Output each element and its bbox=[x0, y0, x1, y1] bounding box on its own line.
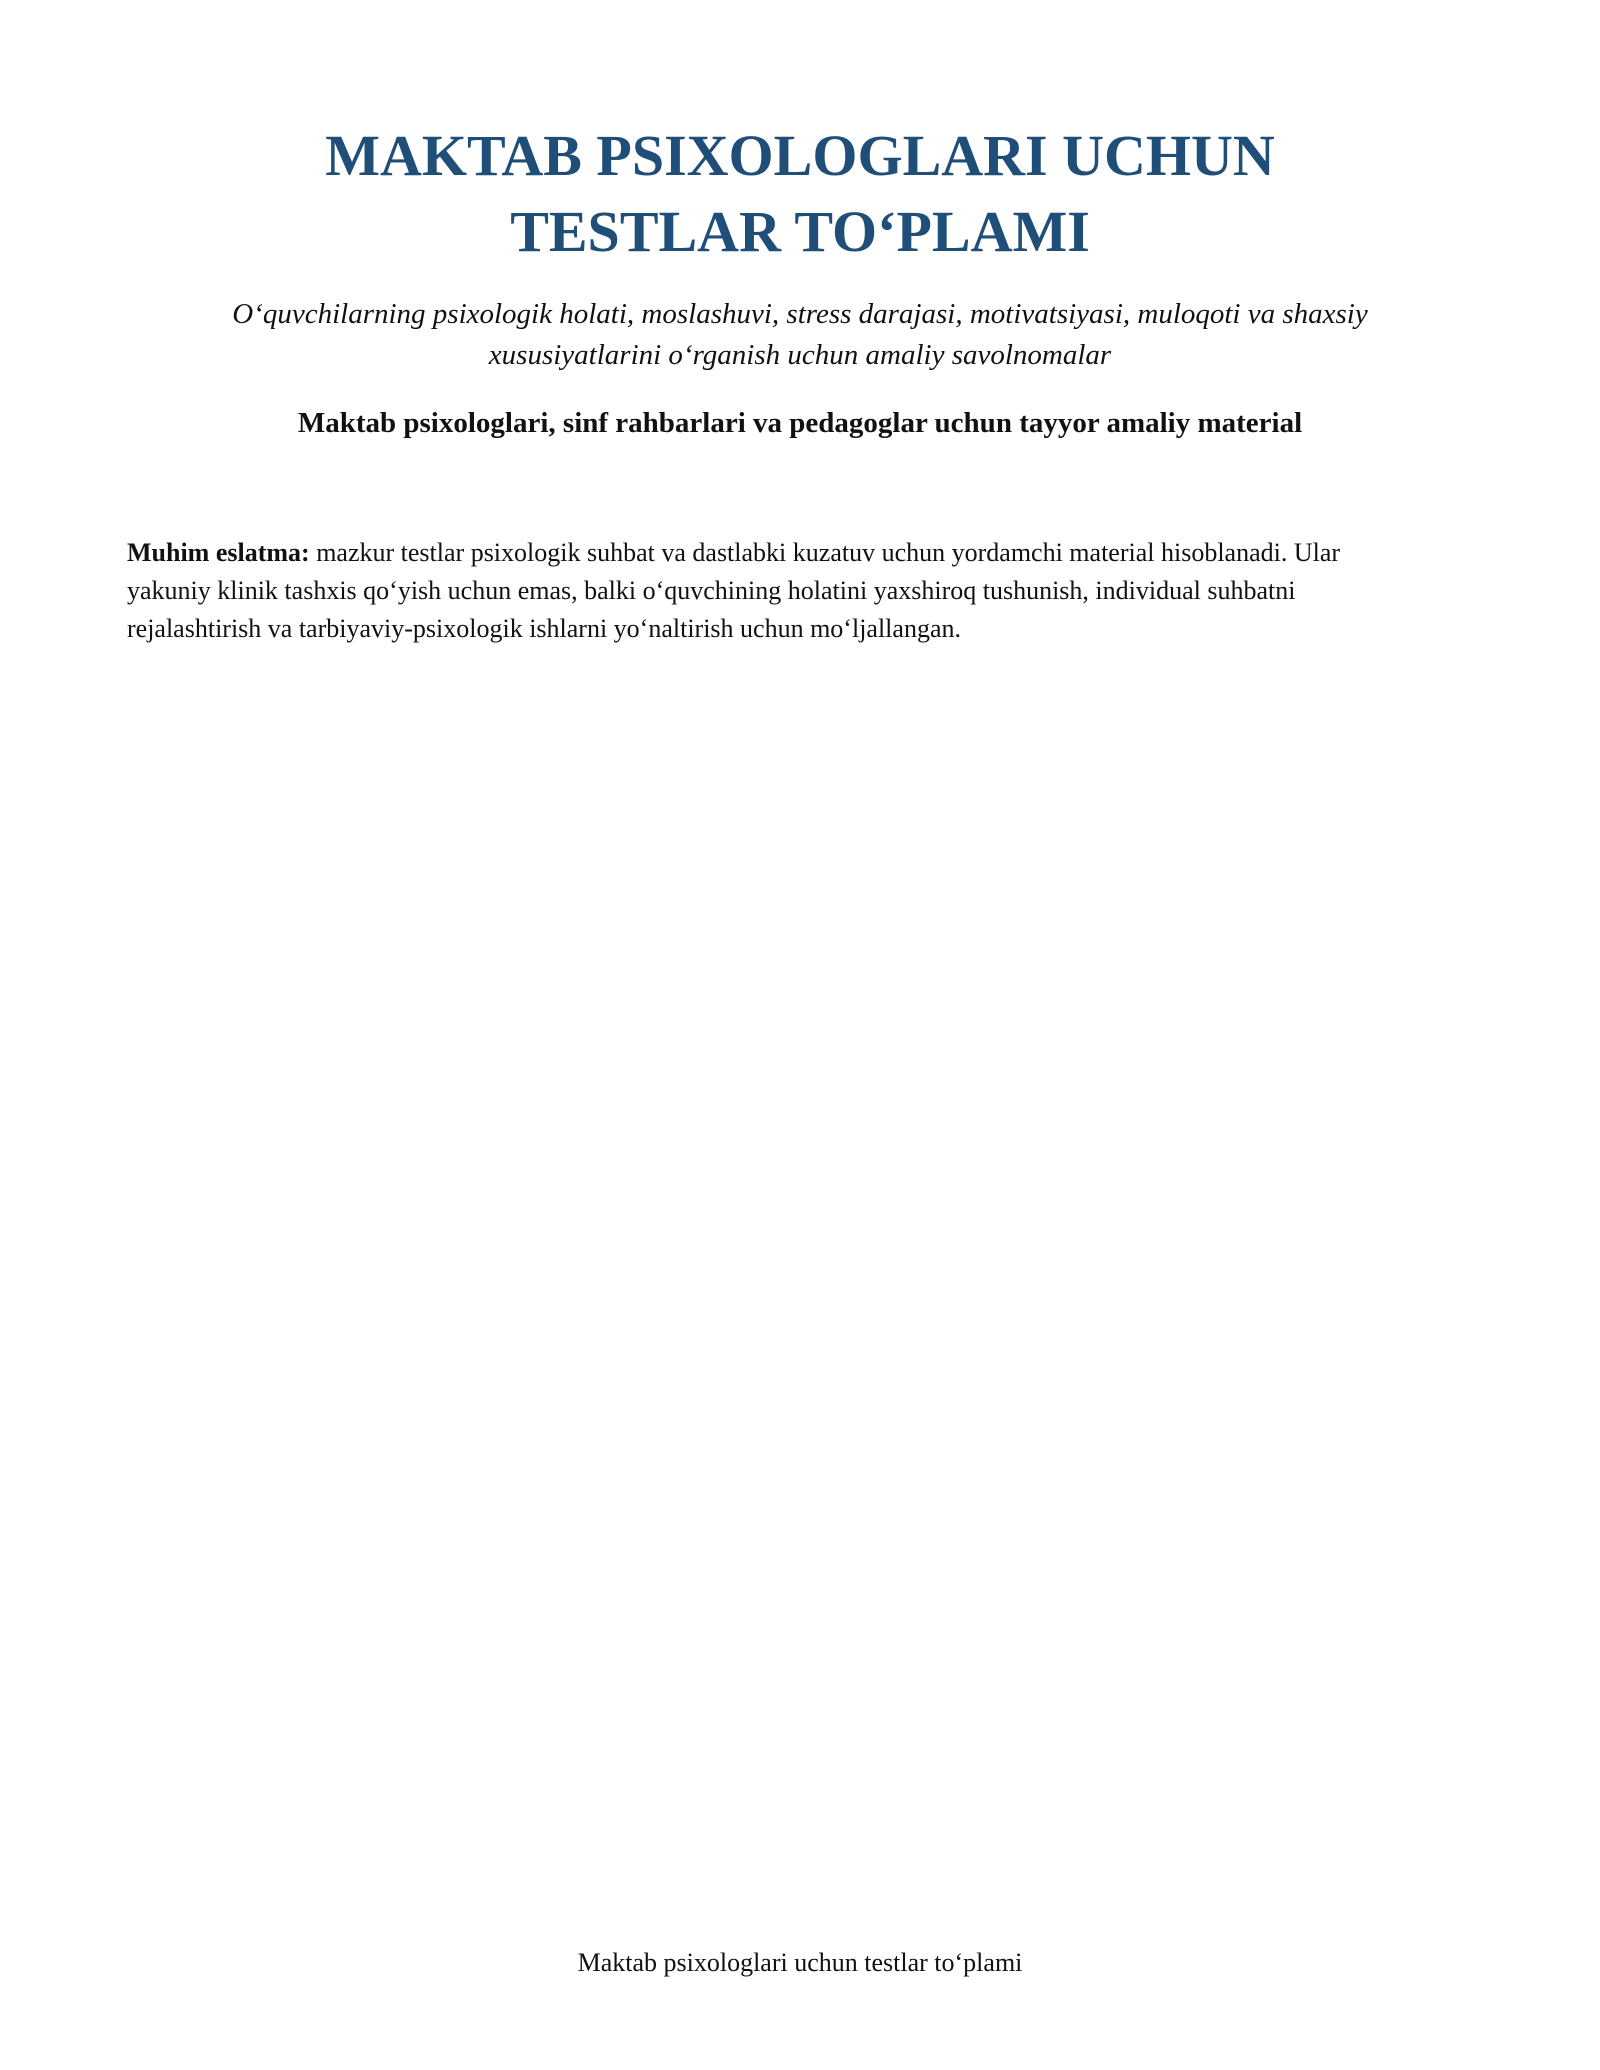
document-title bbox=[0, 118, 1600, 270]
note-label: Muhim eslatma: bbox=[127, 538, 310, 567]
note-line-1 bbox=[127, 534, 1477, 572]
important-note bbox=[127, 534, 1477, 648]
title-line-2: TESTLAR TO‘PLAMI bbox=[510, 199, 1090, 264]
audience-heading: Maktab psixologlari, sinf rahbarlari va pedagoglar uchun tayyor amaliy material bbox=[297, 407, 1303, 439]
note-line-2: yakuniy klinik tashxis qo‘yish uchun emas, balki o‘quvchining holatini yaxshiroq tushunish, individual suhbatni bbox=[127, 576, 1296, 605]
subtitle-line-2: xususiyatlarini o‘rganish uchun amaliy savolnomalar bbox=[488, 339, 1112, 371]
title-line-1: MAKTAB PSIXOLOGLARI UCHUN bbox=[325, 123, 1275, 188]
subtitle-line-1: O‘quvchilarning psixologik holati, moslashuvi, stress darajasi, motivatsiyasi, muloqoti va shaxsiy bbox=[232, 298, 1368, 330]
note-text-1: mazkur testlar psixologik suhbat va dastlabki kuzatuv uchun yordamchi material hisoblanadi. Ular bbox=[309, 538, 1341, 567]
document-subtitle bbox=[150, 294, 1450, 376]
page-footer: Maktab psixologlari uchun testlar to‘plami bbox=[577, 1948, 1023, 1977]
note-line-3: rejalashtirish va tarbiyaviy-psixologik ishlarni yo‘naltirish uchun mo‘ljallangan. bbox=[127, 614, 961, 643]
